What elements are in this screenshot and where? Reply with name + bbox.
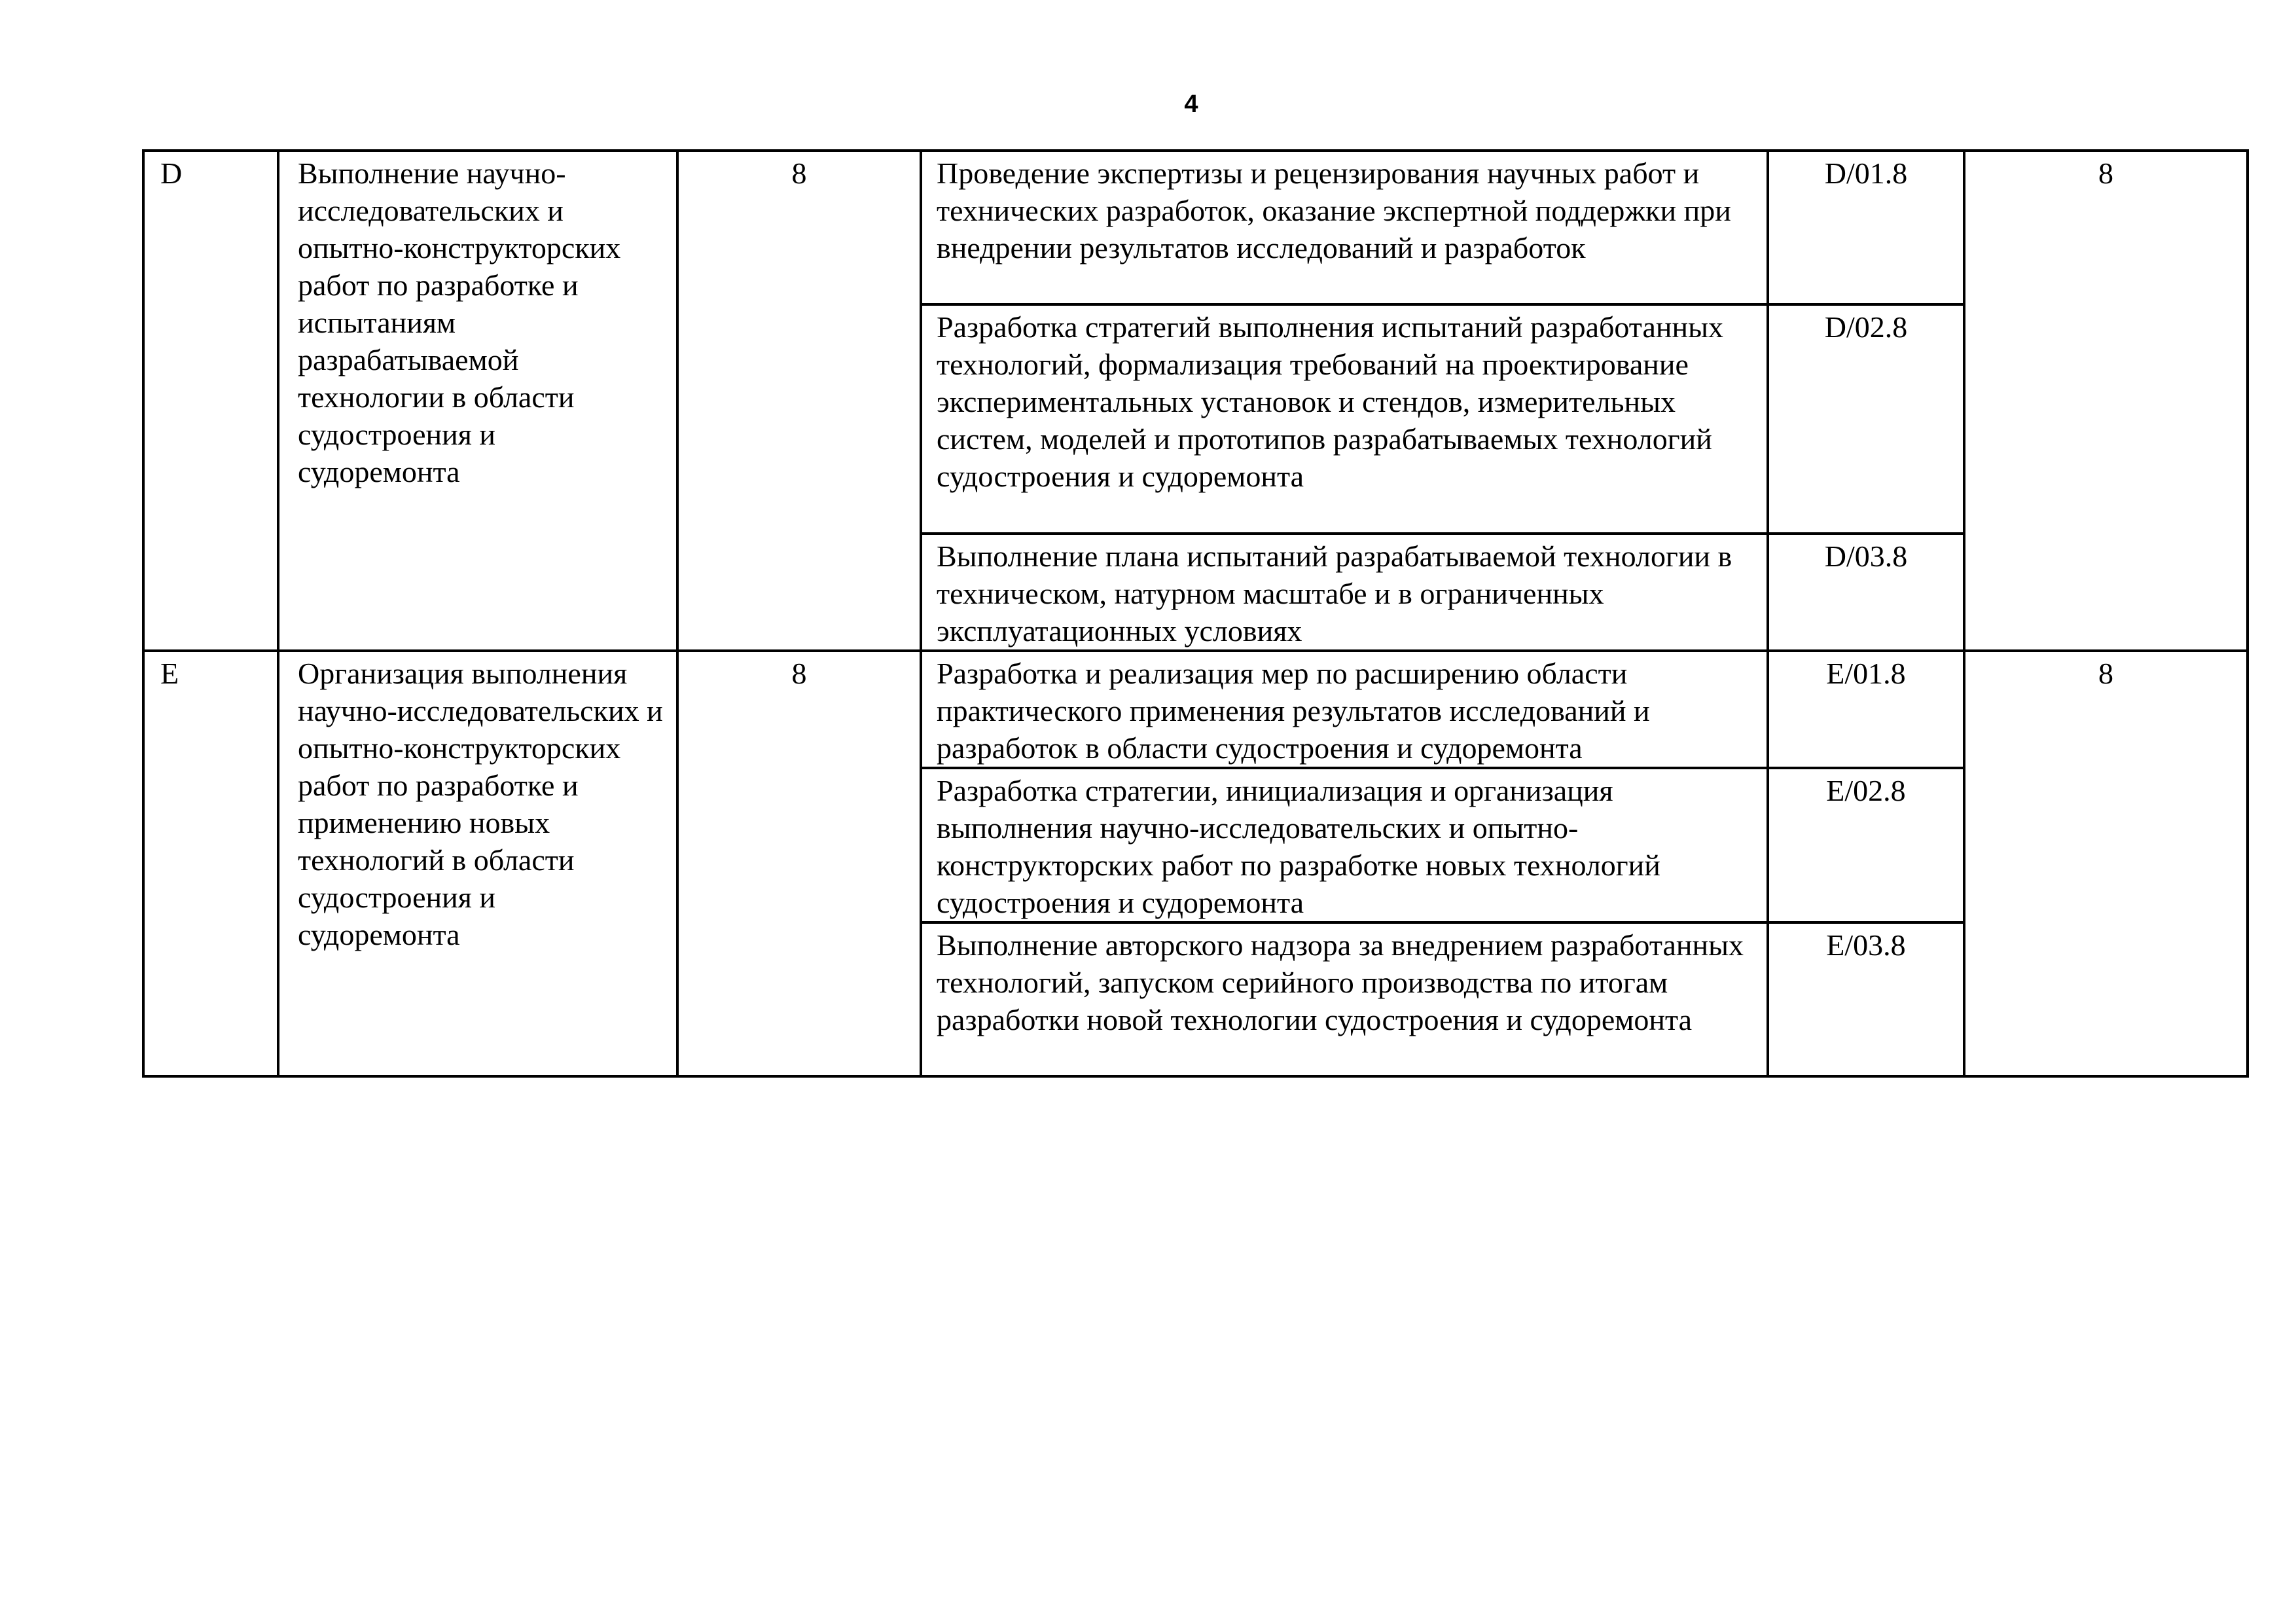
labor-function-title: Выполнение авторского надзора за внедрением разработанных технологий, запуском серийного производства по итогам разработки новой технологии судостроения и судоремонта xyxy=(921,922,1768,1076)
table-row xyxy=(143,651,2248,768)
functions-table xyxy=(142,149,2249,1078)
labor-function-code: D/03.8 xyxy=(1768,534,1964,651)
labor-function-level: 8 xyxy=(1964,151,2248,651)
qualification-level: 8 xyxy=(677,151,921,651)
labor-function-title: Разработка стратегий выполнения испытаний разработанных технологий, формализация требований на проектирование экспериментальных установок и стендов, измерительных систем, моделей и прототипов разрабатываемых технологий судостроения и судоремонта xyxy=(921,304,1768,534)
labor-function-code: E/02.8 xyxy=(1768,768,1964,922)
labor-function-code: D/01.8 xyxy=(1768,151,1964,304)
generalized-function-code: D xyxy=(143,151,278,651)
labor-function-title: Разработка и реализация мер по расширению области практического применения результатов исследований и разработок в области судостроения и судоремонта xyxy=(921,651,1768,768)
labor-function-code: D/02.8 xyxy=(1768,304,1964,534)
labor-function-level: 8 xyxy=(1964,651,2248,1076)
generalized-function-name: Организация выполнения научно-исследовательских и опытно-конструкторских работ по разработке и применению новых технологий в области судостроения и судоремонта xyxy=(278,651,677,1076)
generalized-function-code: E xyxy=(143,651,278,1076)
labor-function-code: E/01.8 xyxy=(1768,651,1964,768)
labor-function-title: Проведение экспертизы и рецензирования научных работ и технических разработок, оказание экспертной поддержки при внедрении результатов исследований и разработок xyxy=(921,151,1768,304)
labor-function-title: Выполнение плана испытаний разрабатываемой технологии в техническом, натурном масштабе и в ограниченных эксплуатационных условиях xyxy=(921,534,1768,651)
table-row xyxy=(143,151,2248,304)
page-number: 4 xyxy=(1184,90,1198,118)
qualification-level: 8 xyxy=(677,651,921,1076)
labor-function-code: E/03.8 xyxy=(1768,922,1964,1076)
labor-function-title: Разработка стратегии, инициализация и организация выполнения научно-исследовательских и опытно-конструкторских работ по разработке новых технологий судостроения и судоремонта xyxy=(921,768,1768,922)
generalized-function-name: Выполнение научно-исследовательских и опытно-конструкторских работ по разработке и испытаниям разрабатываемой технологии в области судостроения и судоремонта xyxy=(278,151,677,651)
